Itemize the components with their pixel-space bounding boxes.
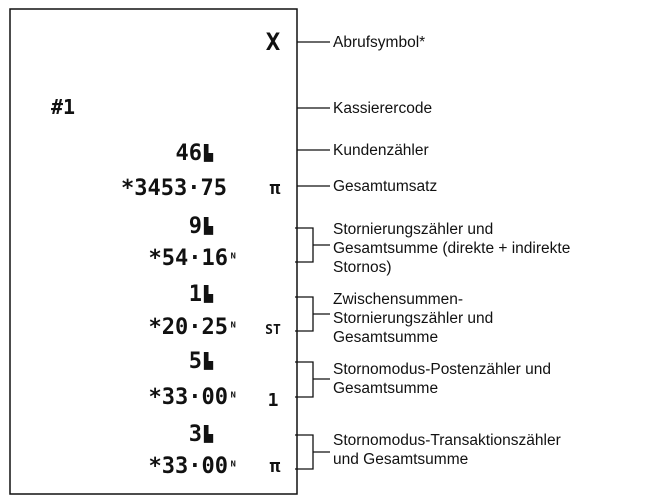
total-sales-symbol: π	[269, 178, 281, 199]
bracket-void-mode-item	[295, 362, 330, 397]
void-total: *54·16	[148, 246, 228, 271]
label-void-mode-txn-line-2: und Gesamtsumme	[333, 451, 469, 468]
recall-symbol: X	[265, 28, 281, 56]
subtotal-void-count: 1	[188, 282, 202, 307]
label-void-line-3: Stornos)	[333, 259, 392, 276]
subtotal-void-count-symbol: ▙	[204, 285, 214, 303]
void-count: 9	[188, 214, 202, 239]
subtotal-void-total: *20·25	[148, 315, 228, 340]
label-subtotal-void-line-1: Zwischensummen-	[333, 291, 464, 308]
void-mode-item-count: 5	[188, 349, 202, 374]
label-cashier-code: Kassierercode	[333, 100, 433, 117]
void-count-symbol: ▙	[204, 217, 214, 235]
label-customer-counter: Kundenzähler	[333, 142, 429, 159]
label-total-sales: Gesamtumsatz	[333, 178, 438, 195]
void-total-suffix: ᴺ	[229, 251, 238, 267]
void-mode-txn-total-suffix: ᴺ	[229, 459, 238, 475]
void-mode-txn-count: 3	[188, 422, 202, 447]
label-recall-symbol: Abrufsymbol*	[333, 34, 426, 51]
void-mode-txn-symbol: π	[269, 456, 281, 477]
subtotal-void-total-suffix: ᴺ	[229, 320, 238, 336]
label-void-mode-item-line-1: Stornomodus-Postenzähler und	[333, 361, 551, 378]
label-subtotal-void-line-3: Gesamtsumme	[333, 329, 439, 346]
label-void-mode-txn-line-1: Stornomodus-Transaktionszähler	[333, 432, 561, 449]
void-mode-txn-count-symbol: ▙	[204, 425, 214, 443]
subtotal-void-symbol: ST	[265, 323, 281, 338]
void-mode-item-symbol: 1	[267, 390, 279, 411]
label-subtotal-void-line-2: Stornierungszähler und	[333, 310, 494, 327]
label-void-mode-item-line-2: Gesamtsumme	[333, 380, 439, 397]
void-mode-item-count-symbol: ▙	[204, 352, 214, 370]
customer-count: 46	[175, 141, 202, 166]
bracket-void-mode-txn	[295, 435, 330, 469]
total-sales-amount: *3453·75	[121, 176, 227, 201]
label-void-line-1: Stornierungszähler und	[333, 221, 494, 238]
customer-count-symbol: ▙	[204, 144, 214, 162]
bracket-subtotal-void	[295, 297, 330, 331]
label-void-line-2: Gesamtsumme (direkte + indirekte	[333, 240, 571, 257]
void-mode-txn-total: *33·00	[148, 454, 228, 479]
void-mode-item-total-suffix: ᴺ	[229, 390, 238, 406]
bracket-void	[295, 228, 330, 262]
void-mode-item-total: *33·00	[148, 385, 228, 410]
cashier-code: #1	[51, 95, 76, 119]
